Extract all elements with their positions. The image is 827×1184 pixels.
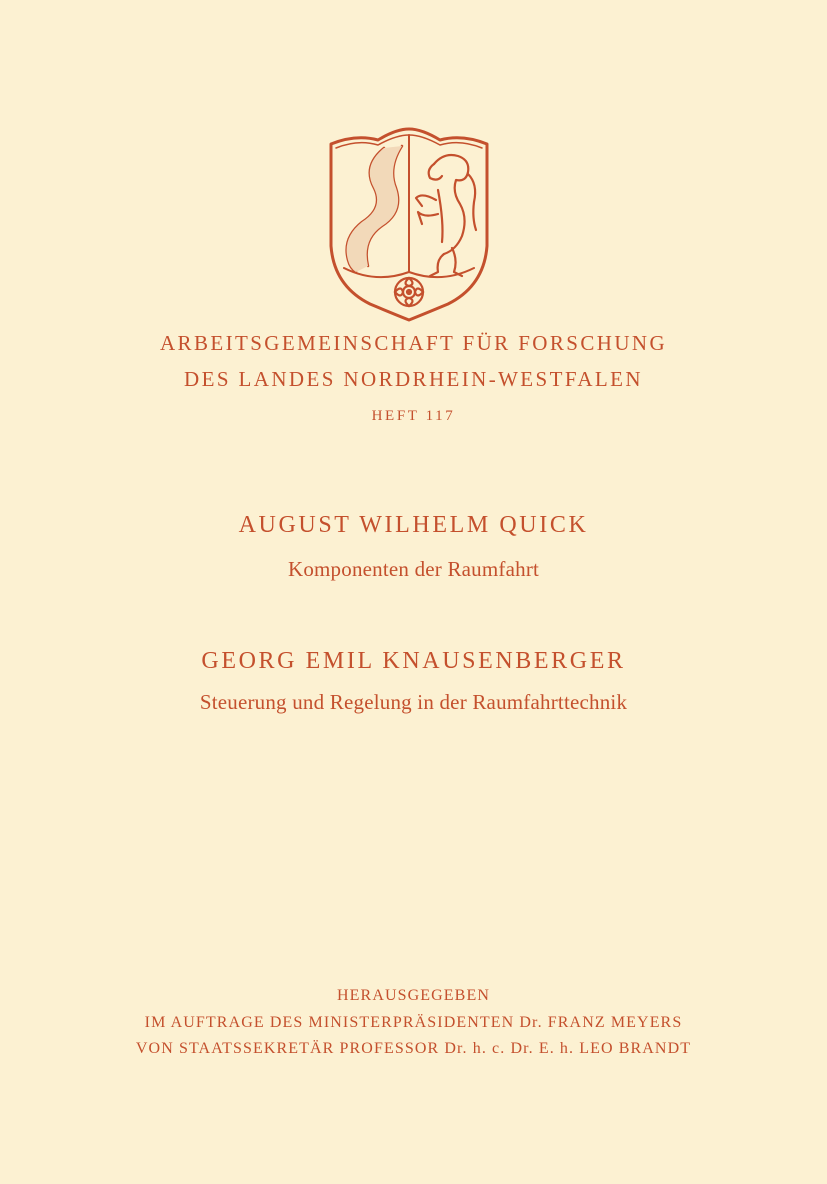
title-2: Steuerung und Regelung in der Raumfahrttechnik xyxy=(199,690,628,714)
imprint-line-2: IM AUFTRAGE DES MINISTERPRÄSIDENTEN Dr. FRANZ MEYERS xyxy=(144,1014,683,1031)
series-title-line-2: DES LANDES NORDRHEIN-WESTFALEN xyxy=(184,367,643,391)
author-1: AUGUST WILHELM QUICK xyxy=(238,512,589,538)
imprint-line-1: HERAUSGEGEBEN xyxy=(337,987,490,1004)
series-title-line-1: ARBEITSGEMEINSCHAFT FÜR FORSCHUNG xyxy=(159,331,668,355)
author-2: GEORG EMIL KNAUSENBERGER xyxy=(201,648,626,674)
rose-icon xyxy=(395,278,423,306)
issue-number: HEFT 117 xyxy=(371,408,456,424)
coat-of-arms-icon xyxy=(326,126,492,322)
imprint-line-3: VON STAATSSEKRETÄR PROFESSOR Dr. h. c. Dr. E. h. LEO BRANDT xyxy=(135,1040,692,1057)
title-1: Komponenten der Raumfahrt xyxy=(287,557,540,581)
